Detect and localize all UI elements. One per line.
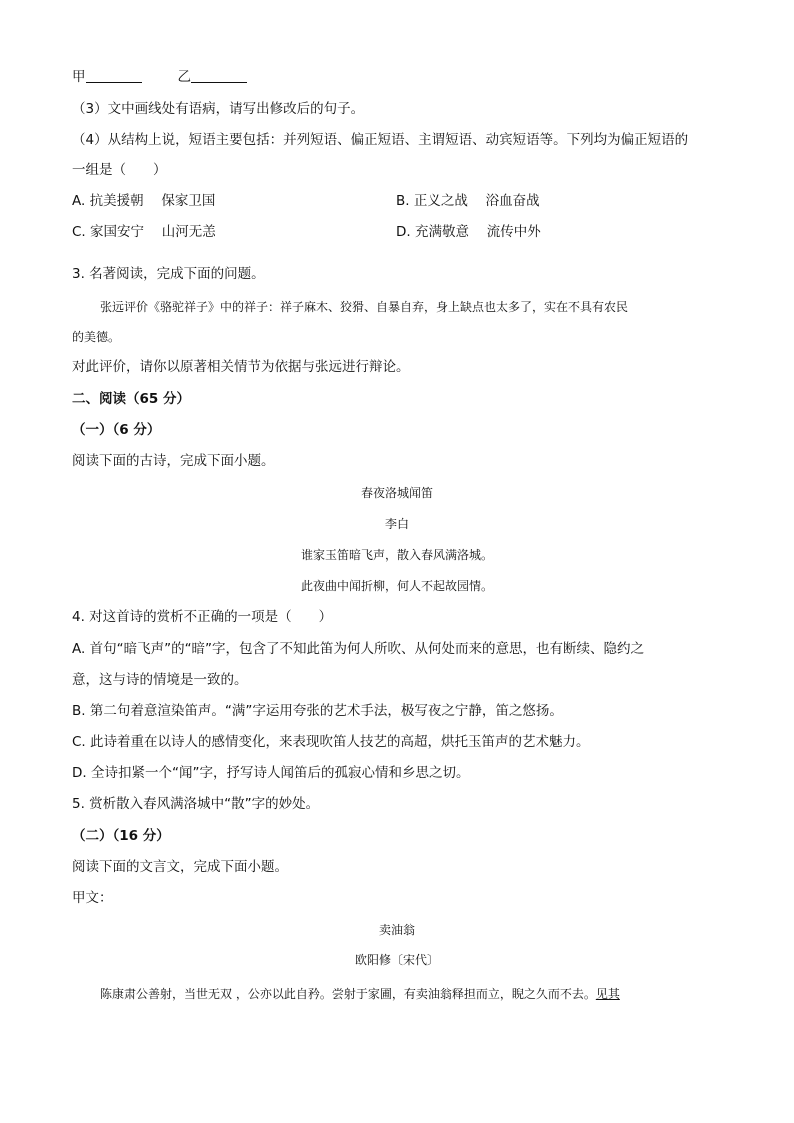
part1-intro: 阅读下面的古诗，完成下面小题。 xyxy=(72,453,275,469)
q3-quote-line2: 的美德。 xyxy=(72,330,121,344)
q2-option-a: A. 抗美援朝 保家卫国 xyxy=(72,193,216,209)
fill-row xyxy=(72,67,247,87)
q2-option-b: B. 正义之战 浴血奋战 xyxy=(396,193,540,209)
q2-option-d: D. 充满敬意 流传中外 xyxy=(396,224,541,240)
q4-option-c: C. 此诗着重在以诗人的感情变化，来表现吹笛人技艺的高超，烘托玉笛声的艺术魅力。 xyxy=(72,734,590,750)
poem-line-2: 此夜曲中闻折柳，何人不起故园情。 xyxy=(300,579,493,593)
q3-quote-line1: 张远评价《骆驼祥子》中的祥子：祥子麻木、狡猾、自暴自弃，身上缺点也太多了，实在不具有农民 xyxy=(100,300,629,314)
label-jia: 甲 xyxy=(72,69,86,85)
prose-line-1-main: 陈康肃公善射，当世无双 ，公亦以此自矜。尝射于家圃，有卖油翁释担而立，睨之久而不去。 xyxy=(100,987,596,1001)
prose-title: 卖油翁 xyxy=(378,923,415,937)
q2-part4-line2: 一组是（ ） xyxy=(72,162,167,178)
q2-part4-line1: （4）从结构上说，短语主要包括：并列短语、偏正短语、主谓短语、动宾短语等。下列均为偏正短语的 xyxy=(72,132,689,148)
q5-stem: 5. 赏析散入春风满洛城中“散”字的妙处。 xyxy=(72,796,320,812)
blank-jia[interactable] xyxy=(86,68,142,83)
part2-heading: （二）（16 分） xyxy=(72,828,170,844)
text-a-label: 甲文： xyxy=(72,890,113,906)
label-yi: 乙 xyxy=(177,69,191,85)
q4-option-b: B. 第二句着意渲染笛声。“满”字运用夸张的艺术手法，极写夜之宁静，笛之悠扬。 xyxy=(72,703,563,719)
q2-option-c: C. 家国安宁 山河无恙 xyxy=(72,224,216,240)
q3-stem: 3. 名著阅读，完成下面的问题。 xyxy=(72,266,265,282)
poem-line-1: 谁家玉笛暗飞声，散入春风满洛城。 xyxy=(300,548,493,562)
poem-author: 李白 xyxy=(384,517,409,531)
prose-author: 欧阳修〔宋代〕 xyxy=(354,953,439,967)
prose-line-1 xyxy=(100,984,620,1004)
blank-yi[interactable] xyxy=(191,68,247,83)
q4-option-a-line1: A. 首句“暗飞声”的“暗”字，包含了不知此笛为何人所吹、从何处而来的意思，也有断续、隐约之 xyxy=(72,641,645,657)
part2-intro: 阅读下面的文言文，完成下面小题。 xyxy=(72,859,288,875)
part1-heading: （一）（6 分） xyxy=(72,422,161,438)
q4-stem: 4. 对这首诗的赏析不正确的一项是（ ） xyxy=(72,609,333,625)
section2-heading: 二、阅读（65 分） xyxy=(72,391,190,407)
q3-task: 对此评价，请你以原著相关情节为依据与张远进行辩论。 xyxy=(72,359,410,375)
prose-underlined-phrase: 见其 xyxy=(595,987,620,1001)
poem-title: 春夜洛城闻笛 xyxy=(360,486,433,500)
q2-part3: （3）文中画线处有语病，请写出修改后的句子。 xyxy=(72,101,365,117)
q4-option-d: D. 全诗扣紧一个“闻”字，抒写诗人闻笛后的孤寂心情和乡思之切。 xyxy=(72,765,470,781)
q2-option-row-1 xyxy=(72,191,215,211)
q4-option-a-line2: 意，这与诗的情境是一致的。 xyxy=(72,672,248,688)
